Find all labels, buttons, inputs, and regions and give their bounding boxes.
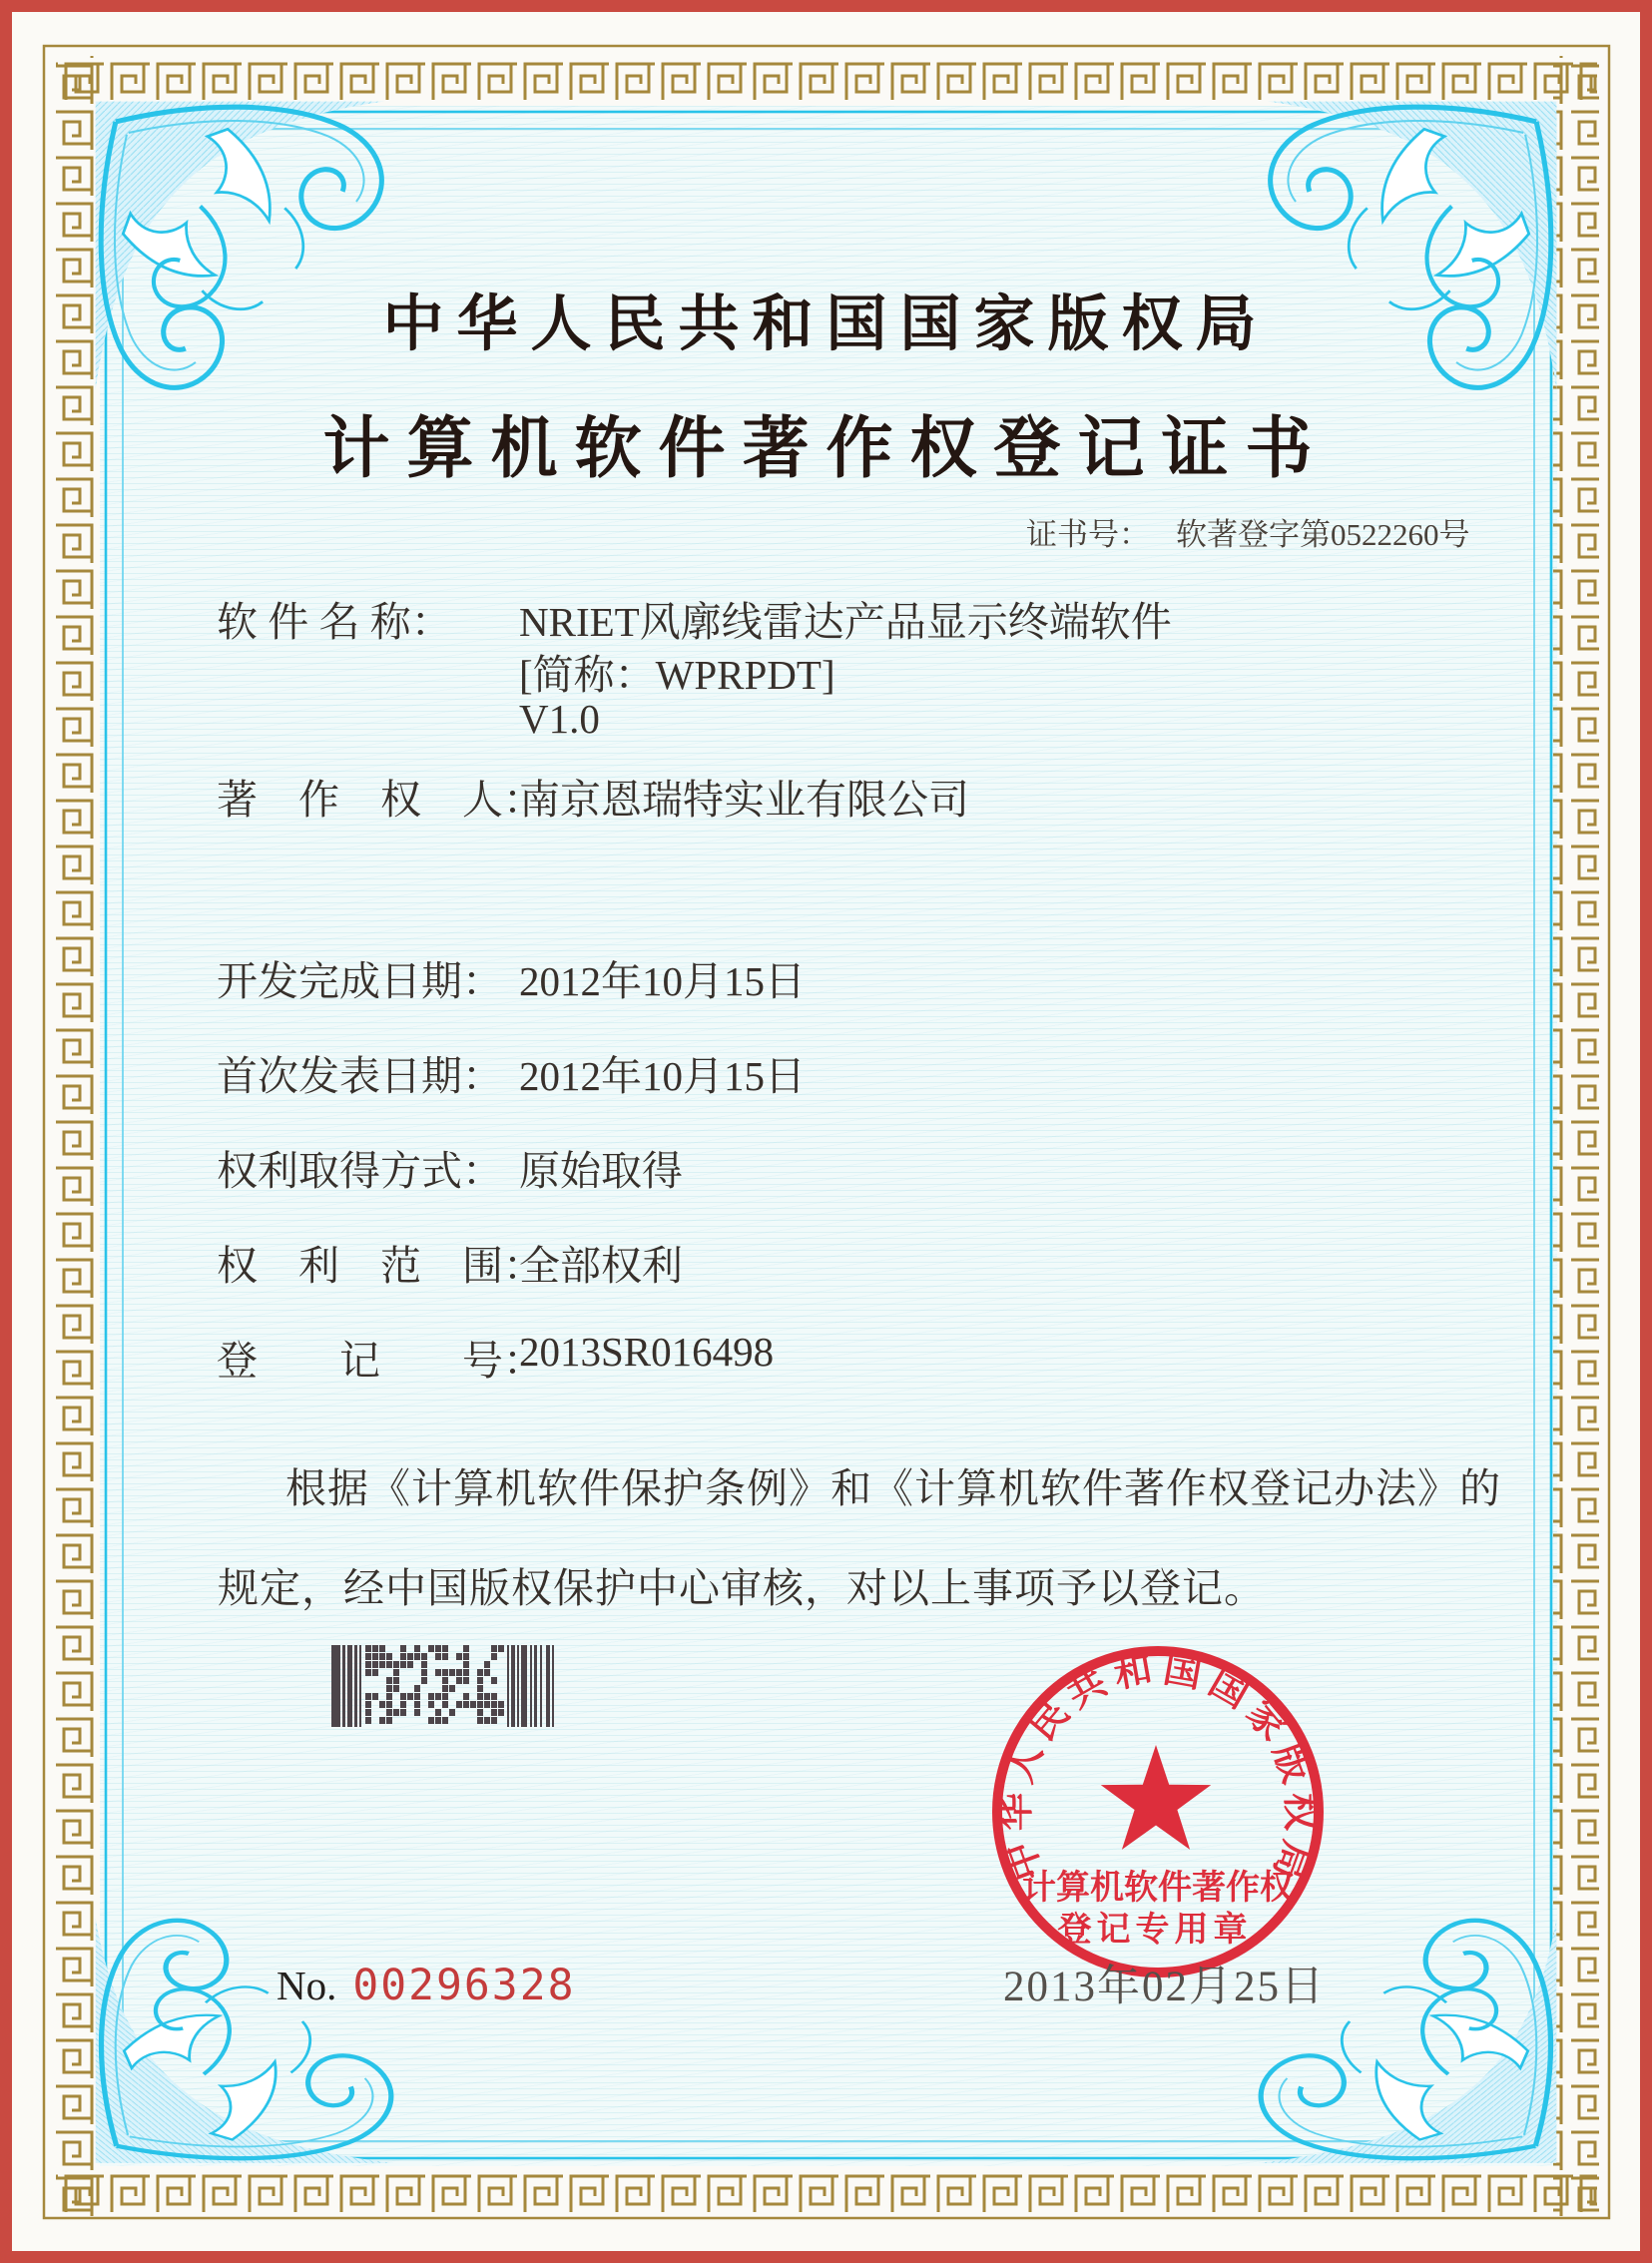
field-label: 权 利 范 围： <box>217 1243 544 1289</box>
svg-text:国: 国 <box>1160 1648 1206 1697</box>
serial-number: 00296328 <box>352 1961 576 2010</box>
field-dev-complete-date <box>217 948 806 1007</box>
field-value: 2012年10月15日 <box>519 958 806 1004</box>
svg-text:国: 国 <box>1202 1661 1256 1717</box>
seal-text-line2: 登记专用章 <box>1057 1912 1253 1949</box>
serial-number-line <box>276 1961 575 2010</box>
issuing-authority: 中华人民共和国国家版权局 <box>382 291 1270 358</box>
field-first-publish-date <box>217 1043 806 1102</box>
field-right-acquire-way <box>217 1138 683 1197</box>
certificate-number-label: 证书号： <box>1026 517 1150 552</box>
svg-text:人: 人 <box>998 1738 1051 1789</box>
svg-text:局: 局 <box>1265 1835 1318 1886</box>
svg-text:民: 民 <box>1020 1692 1078 1749</box>
field-value: 原始取得 <box>519 1148 683 1194</box>
svg-text:权: 权 <box>1279 1792 1321 1832</box>
field-value: 2013SR016498 <box>519 1329 775 1375</box>
svg-text:华: 华 <box>995 1792 1037 1832</box>
seal-star <box>1101 1745 1211 1850</box>
field-label: 权利取得方式： <box>217 1148 503 1194</box>
statement-line-2: 规定，经中国版权保护中心审核，对以上事项予以登记。 <box>218 1565 1266 1611</box>
svg-text:中: 中 <box>998 1835 1051 1886</box>
gold-outline <box>44 46 1609 2218</box>
field-label: 著 作 权 人： <box>217 777 544 823</box>
field-label: 首次发表日期： <box>217 1053 503 1099</box>
pdf417-barcode <box>331 1643 561 1729</box>
certificate-title: 计算机软件著作权登记证书 <box>322 412 1330 486</box>
field-version: V1.0 <box>519 696 600 742</box>
field-value: 全部权利 <box>519 1243 683 1289</box>
field-software-name <box>217 589 1172 648</box>
field-label: 登 记 号： <box>217 1338 544 1384</box>
statement-line-1: 根据《计算机软件保护条例》和《计算机软件著作权登记办法》的 <box>285 1465 1501 1511</box>
svg-text:家: 家 <box>1238 1692 1296 1749</box>
svg-text:版: 版 <box>1265 1738 1318 1789</box>
serial-prefix: No. <box>276 1963 337 2008</box>
field-value: 2012年10月15日 <box>519 1053 806 1099</box>
certificate-number-line <box>1026 509 1470 554</box>
field-value: NRIET风廓线雷达产品显示终端软件 <box>519 599 1172 645</box>
field-value: 南京恩瑞特实业有限公司 <box>519 777 969 823</box>
svg-text:和: 和 <box>1110 1648 1156 1697</box>
field-label: 软 件 名 称： <box>217 599 452 645</box>
svg-text:共: 共 <box>1060 1661 1114 1717</box>
field-copyright-owner <box>217 767 969 826</box>
field-right-scope <box>217 1233 683 1292</box>
field-short-name: [简称：WPRPDT] <box>519 652 835 698</box>
field-label: 开发完成日期： <box>217 958 503 1004</box>
seal-text-line1: 计算机软件著作权 <box>1022 1870 1294 1907</box>
official-seal <box>983 1637 1335 1988</box>
field-registration-no <box>217 1328 775 1387</box>
certificate-number-value: 软著登字第0522260号 <box>1176 517 1470 552</box>
issue-date: 2013年02月25日 <box>1003 1964 1326 2010</box>
